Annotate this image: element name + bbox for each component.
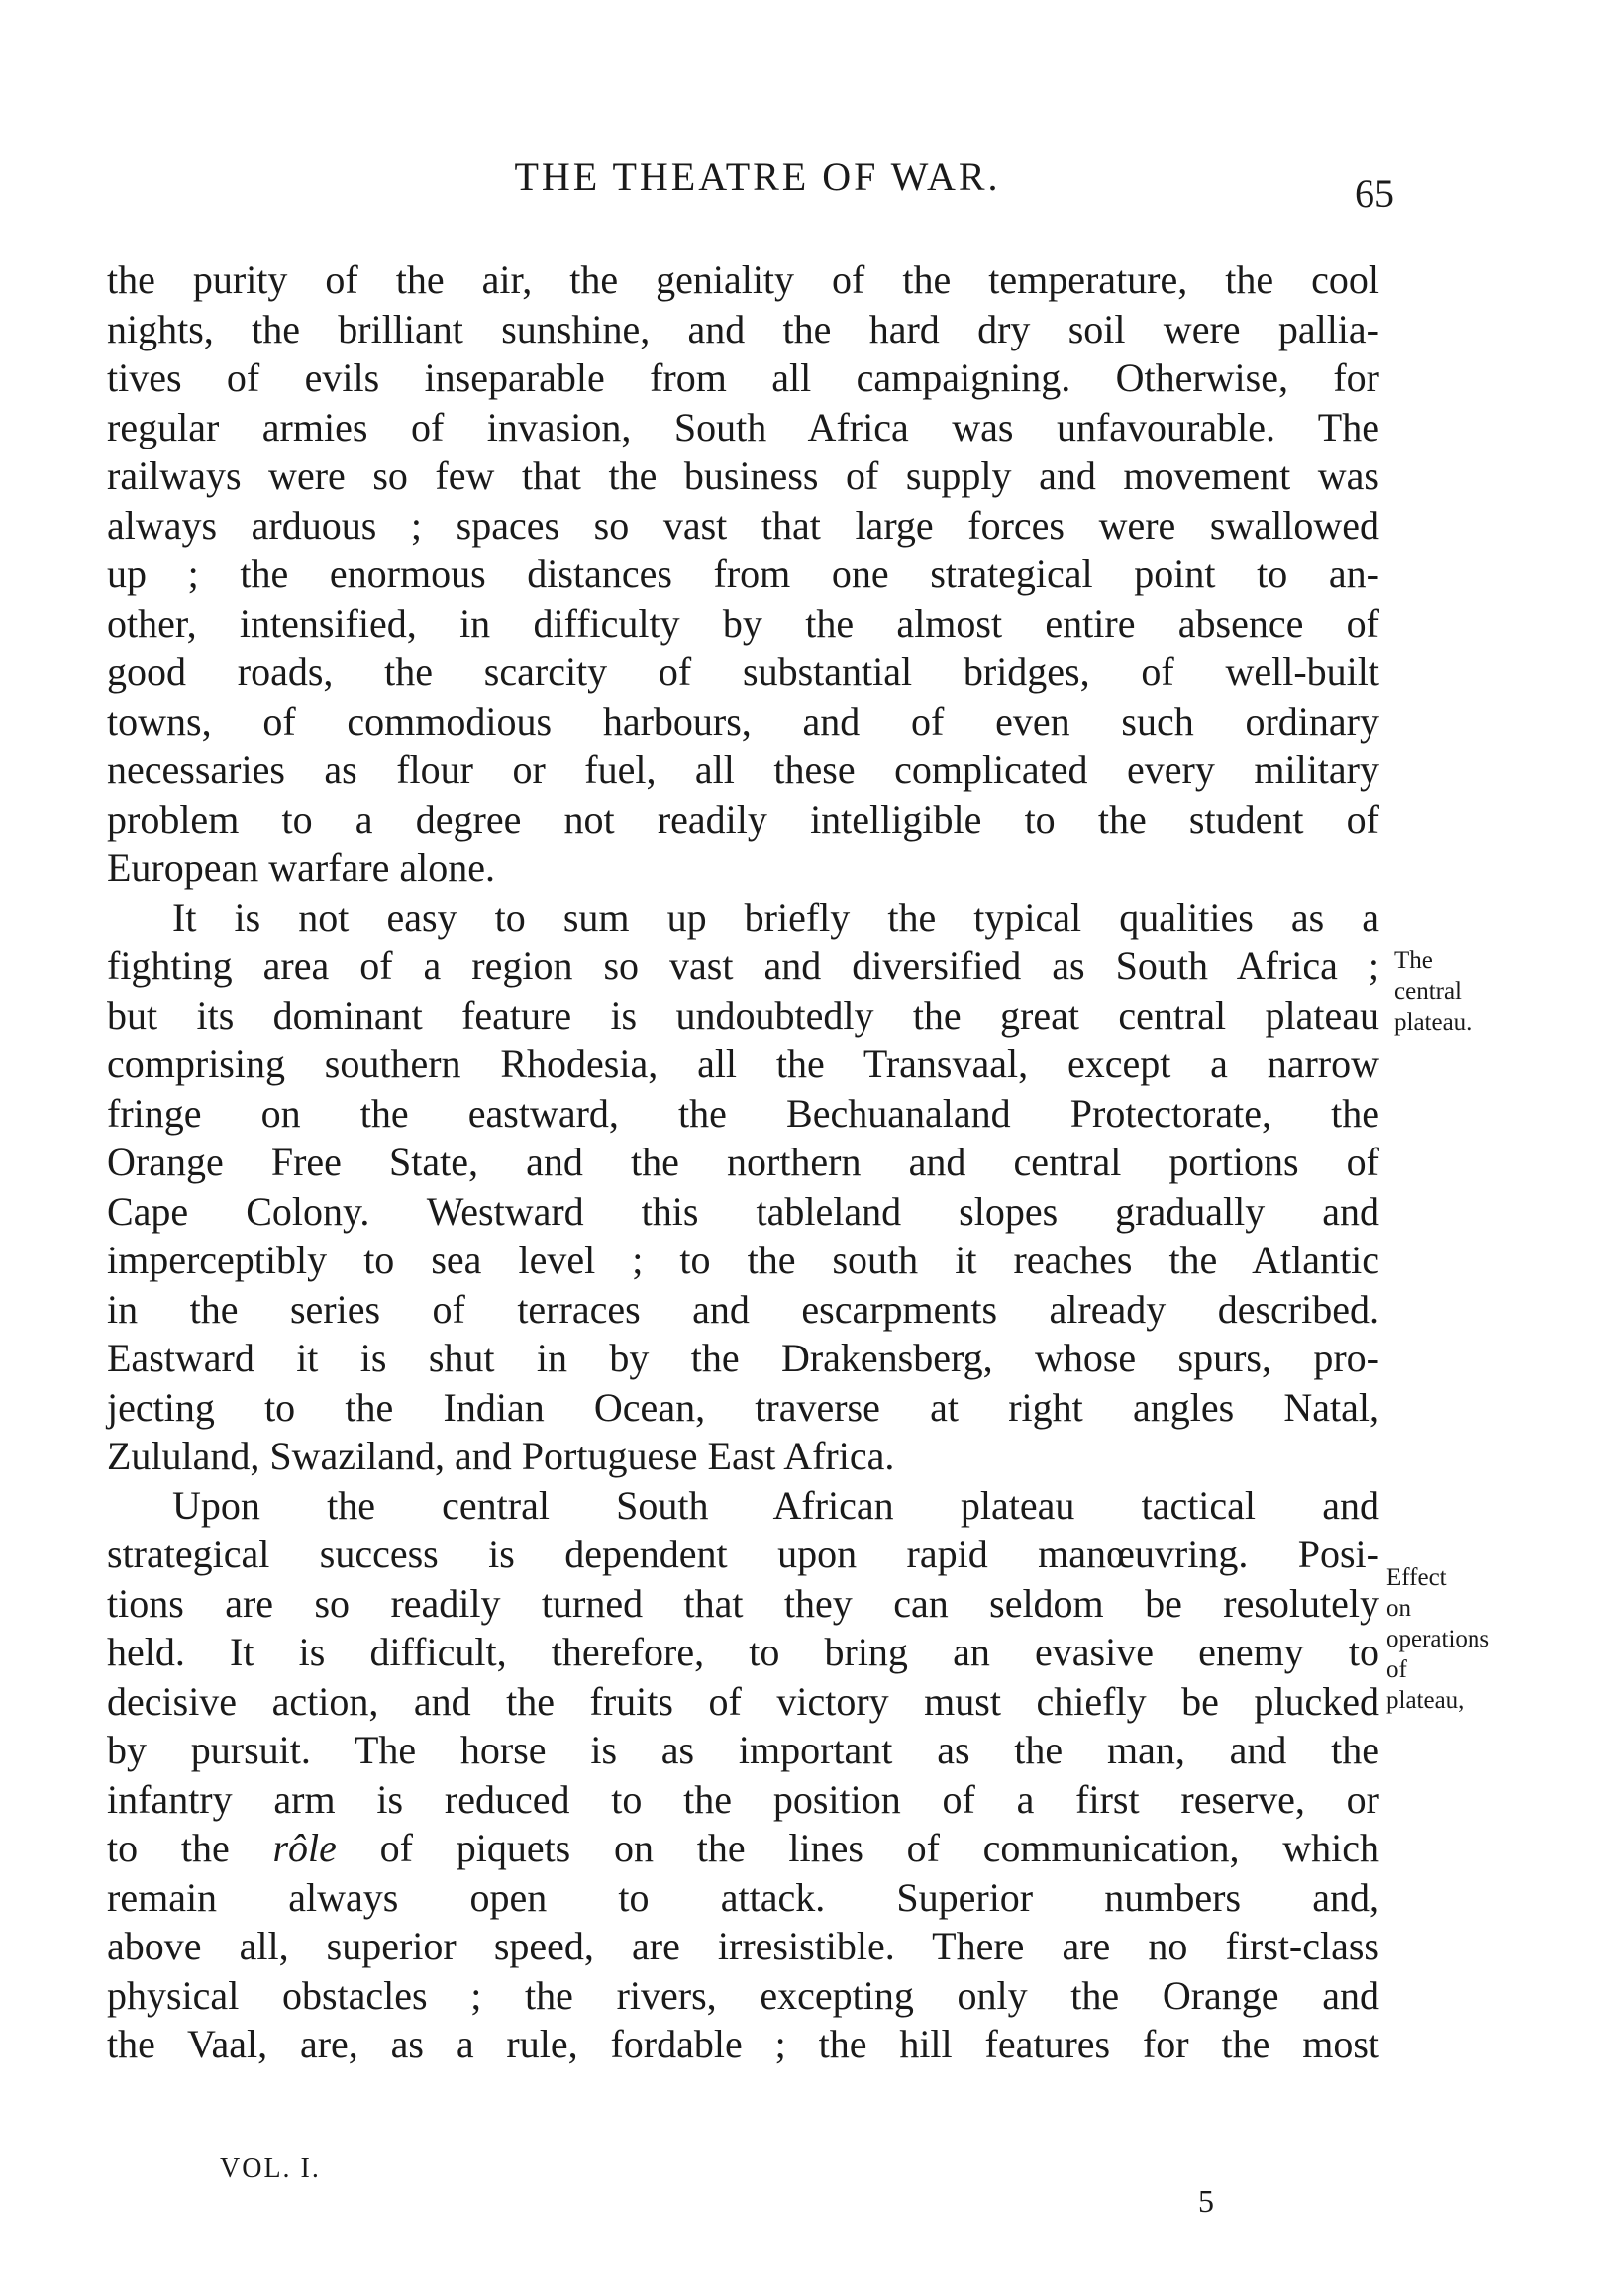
text-line: imperceptibly to sea level ; to the south it reaches the Atlantic bbox=[107, 1238, 1379, 1282]
text-line: Eastward it is shut in by the Drakensberg, whose spurs, pro- bbox=[107, 1336, 1379, 1380]
text-line: regular armies of invasion, South Africa was unfavourable. The bbox=[107, 404, 1379, 449]
margin-note-line: central bbox=[1394, 978, 1463, 1005]
footer-volume: VOL. I. bbox=[220, 2153, 321, 2184]
text-line: railways were so few that the business of supply and movement was bbox=[107, 453, 1379, 498]
text-line: tives of evils inseparable from all campaigning. Otherwise, for bbox=[107, 355, 1379, 400]
margin-note-effect-on-operations bbox=[1386, 1562, 1489, 1716]
text-line: infantry arm is reduced to the position of a first reserve, or bbox=[107, 1776, 1379, 1822]
margin-note-line: plateau. bbox=[1394, 1009, 1472, 1036]
margin-note-line: The bbox=[1394, 948, 1433, 974]
text-line: nights, the brilliant sunshine, and the hard dry soil were pallia- bbox=[107, 306, 1379, 351]
text-line: the Vaal, are, as a rule, fordable ; the hill features for the most bbox=[107, 2022, 1379, 2066]
footer-signature: 5 bbox=[1198, 2183, 1214, 2219]
text-line: held. It is difficult, therefore, to bring an evasive enemy to bbox=[107, 1630, 1379, 1674]
margin-note-line: on bbox=[1386, 1595, 1411, 1622]
text-line: in the series of terraces and escarpments already described. bbox=[107, 1286, 1379, 1332]
text-line: but its dominant feature is undoubtedly the great central plateau bbox=[107, 992, 1379, 1038]
text-line: always arduous ; spaces so vast that large forces were swallowed bbox=[107, 502, 1379, 548]
text-line: Orange Free State, and the northern and central portions of bbox=[107, 1140, 1379, 1184]
text-line: strategical success is dependent upon rapid manœuvring. Posi- bbox=[107, 1532, 1379, 1576]
text-line: decisive action, and the fruits of victory must chiefly be plucked bbox=[107, 1678, 1379, 1724]
body-text bbox=[107, 255, 1379, 2069]
text-line: good roads, the scarcity of substantial bridges, of well-built bbox=[107, 649, 1379, 694]
page-number: 65 bbox=[1355, 171, 1394, 216]
text-line: other, intensified, in difficulty by the almost entire absence of bbox=[107, 600, 1379, 646]
text-line: fighting area of a region so vast and diversified as South Africa ; bbox=[107, 944, 1379, 988]
margin-note-line: operations bbox=[1386, 1626, 1490, 1652]
text-line: up ; the enormous distances from one strategical point to an- bbox=[107, 551, 1379, 596]
text-line: It is not easy to sum up briefly the typical qualities as a bbox=[172, 894, 1379, 940]
text-line: physical obstacles ; the rivers, excepting only the Orange and bbox=[107, 1972, 1379, 2018]
paragraph bbox=[107, 893, 1379, 1481]
margin-note-central-plateau bbox=[1394, 946, 1472, 1038]
text-line: above all, superior speed, are irresistible. There are no first-class bbox=[107, 1924, 1379, 1968]
text-line: Cape Colony. Westward this tableland slopes gradually and bbox=[107, 1188, 1379, 1234]
text-line: tions are so readily turned that they can seldom be resolutely bbox=[107, 1580, 1379, 1626]
text-line: Zululand, Swaziland, and Portuguese East Africa. bbox=[107, 1434, 895, 1478]
margin-note-line: of bbox=[1386, 1656, 1407, 1683]
text-line: towns, of commodious harbours, and of even such ordinary bbox=[107, 698, 1379, 744]
text-line: problem to a degree not readily intelligible to the student of bbox=[107, 796, 1379, 842]
text-line: the purity of the air, the geniality of the temperature, the cool bbox=[107, 257, 1379, 302]
text-line: necessaries as flour or fuel, all these complicated every military bbox=[107, 748, 1379, 792]
text-line: by pursuit. The horse is as important as the man, and the bbox=[107, 1728, 1379, 1772]
text-line: Upon the central South African plateau tactical and bbox=[172, 1482, 1379, 1528]
running-header: THE THEATRE OF WAR. bbox=[514, 154, 1001, 199]
paragraph bbox=[107, 255, 1379, 893]
paragraph bbox=[107, 1481, 1379, 2069]
italic-word: rôle bbox=[272, 1826, 337, 1870]
text-line: European warfare alone. bbox=[107, 846, 495, 890]
text-line: fringe on the eastward, the Bechuanaland Protectorate, the bbox=[107, 1090, 1379, 1136]
margin-note-line: plateau, bbox=[1386, 1687, 1465, 1714]
margin-note-line: Effect bbox=[1386, 1564, 1447, 1591]
text-line: to the rôle of piquets on the lines of communication, which bbox=[107, 1826, 1380, 1870]
text-line: remain always open to attack. Superior numbers and, bbox=[107, 1874, 1379, 1920]
text-line: comprising southern Rhodesia, all the Transvaal, except a narrow bbox=[107, 1042, 1379, 1086]
text-line: jecting to the Indian Ocean, traverse at right angles Natal, bbox=[107, 1384, 1379, 1430]
